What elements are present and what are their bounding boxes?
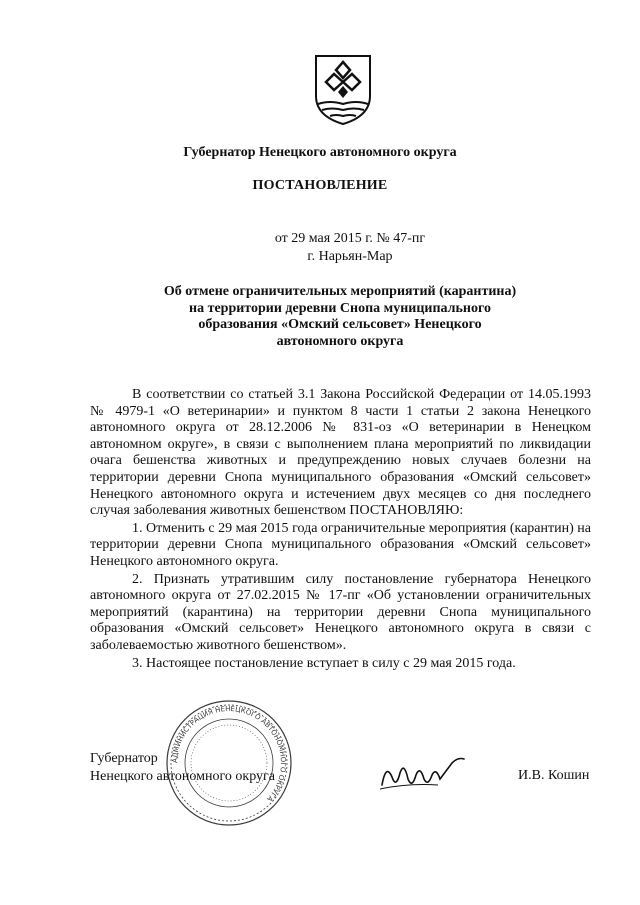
document-date-number: от 29 мая 2015 г. № 47-пг <box>274 231 426 246</box>
decree-item: 3. Настоящее постановление вступает в силу с 29 мая 2015 года. <box>132 655 516 671</box>
signatory-position <box>90 750 275 786</box>
title-line: автономного округа <box>276 333 404 349</box>
title-line: Об отмене ограничительных мероприятий (карантина) <box>163 284 517 299</box>
document-place: г. Нарьян-Мар <box>307 249 393 264</box>
seal-text: АДМИНИСТРАЦИЯ НЕНЕЦКОГО АВТОНОМНОГО ОКРУГА <box>170 704 288 803</box>
organization-heading: Губернатор Ненецкого автономного округа <box>183 145 457 160</box>
signatory-name: И.В. Кошин <box>518 768 590 783</box>
coat-of-arms-icon <box>312 52 374 127</box>
decree-item: 1. Отменить с 29 мая 2015 года ограничительные мероприятия (карантин) на территории деревни Снопа муниципального образования «Омский сельсовет» Ненецкого автономного округа. <box>90 520 591 569</box>
title-line: образования «Омский сельсовет» Ненецкого <box>198 317 482 332</box>
preamble-paragraph: В соответствии со статьей 3.1 Закона Российской Федерации от 14.05.1993 № 4979-1 «О ветеринарии» и пунктом 8 части 1 статьи 2 закона Ненецкого автономного округа от 28.12.2006 № 831-оз «О ветеринарии в Ненецком автономном округе», в связи с выполнением плана мероприятий по ликвидации очага бешенства животных и предупреждению новых случаев болезни на территории деревни Снопа муниципального образования «Омский сельсовет» Ненецкого автономного округа и истечением двух месяцев со дня последнего случая заболевания животных бешенством ПОСТАНОВЛЯЮ: <box>90 387 591 519</box>
signatory-position-line: Ненецкого автономного округа <box>90 769 275 784</box>
document-body <box>90 387 591 672</box>
document-type: ПОСТАНОВЛЕНИЕ <box>252 178 388 193</box>
title-line: на территории деревни Снопа муниципального <box>189 300 491 316</box>
handwritten-signature <box>378 755 468 795</box>
decree-item: 2. Признать утратившим силу постановление губернатора Ненецкого автономного округа от 27.02.2015 № 17-пг «Об установлении ограничительных мероприятий (карантина) на территории деревни Снопа муниципального образования «Омский сельсовет» Ненецкого автономного округа в связи с заболеваемостью животного бешенством». <box>90 571 591 653</box>
signatory-position-line: Губернатор <box>90 751 158 766</box>
document-title <box>140 284 540 350</box>
